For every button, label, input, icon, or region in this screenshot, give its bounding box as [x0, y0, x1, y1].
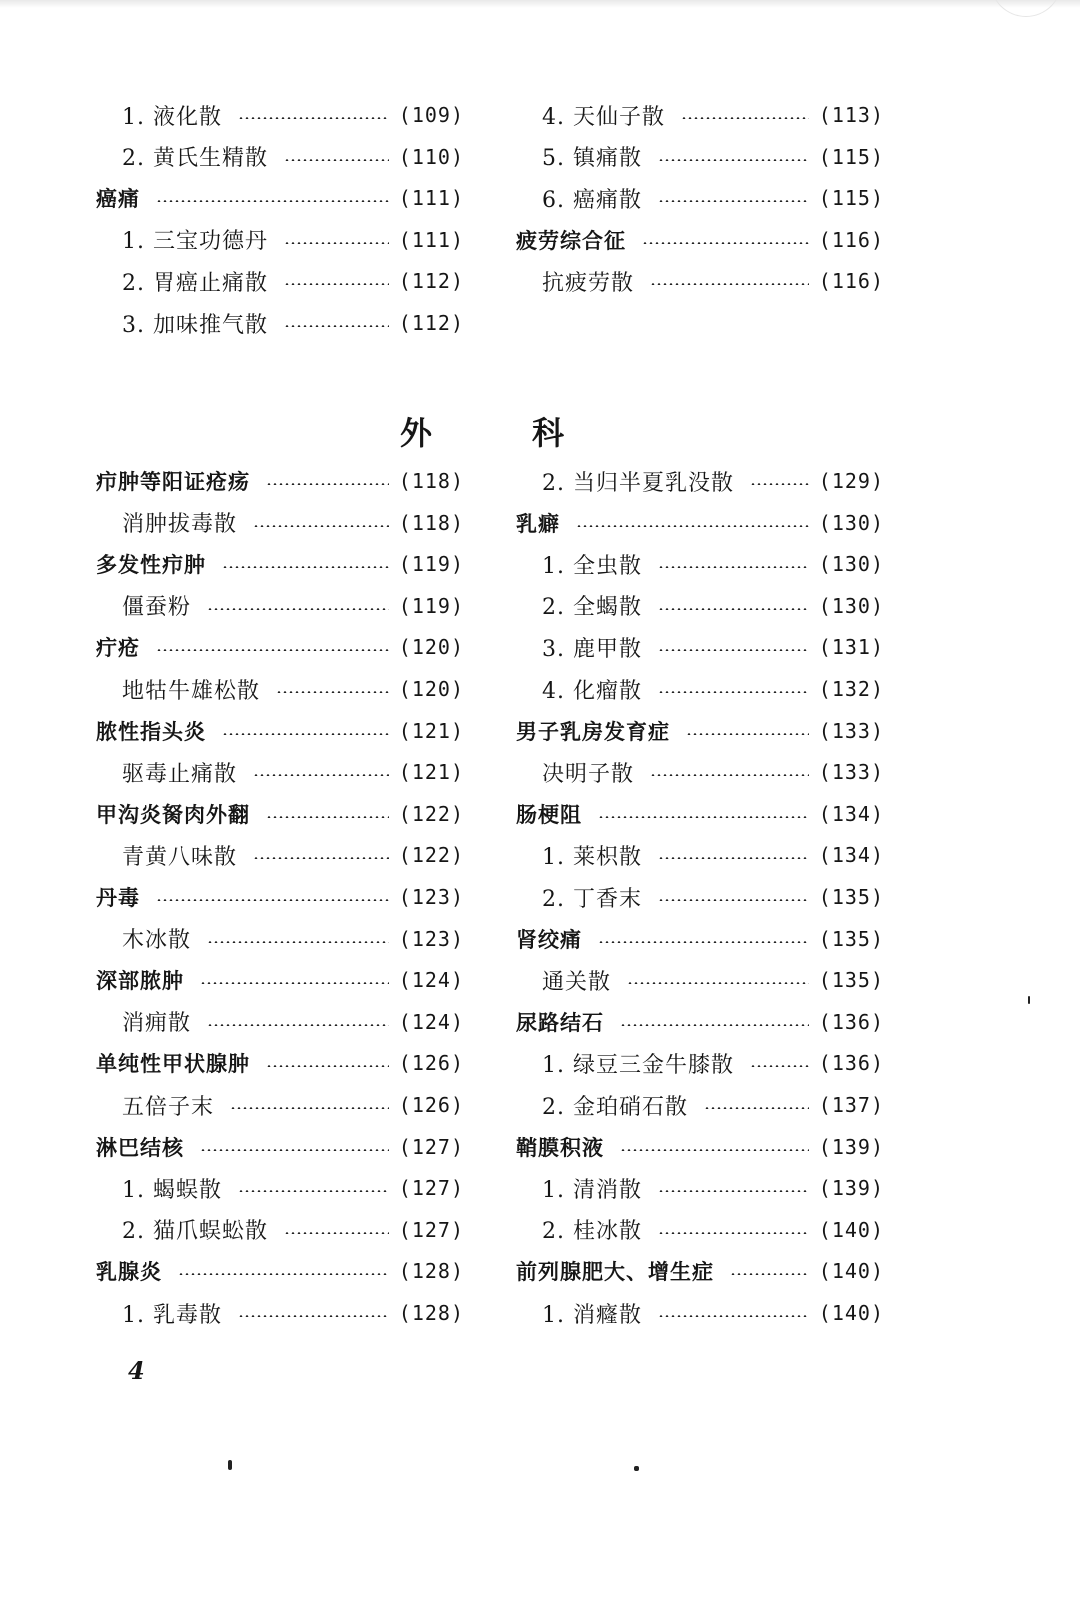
toc-entry-title: 2. 黄氏生精散 [122, 146, 268, 172]
dot-leader [238, 1315, 389, 1317]
dot-leader [238, 1190, 389, 1192]
toc-page-number: (120) [398, 635, 464, 660]
toc-entry-title: 1. 消癃散 [542, 1302, 642, 1328]
toc-entry-title: 2. 全蝎散 [542, 595, 642, 621]
toc-subentry [96, 755, 464, 789]
dot-leader [658, 1232, 809, 1234]
dot-leader [253, 774, 389, 776]
toc-heading-entry [96, 464, 464, 498]
toc-subentry [96, 306, 464, 340]
toc-entry-title: 通关散 [542, 969, 612, 995]
dot-leader [207, 1024, 389, 1026]
scan-speck [228, 1460, 232, 1470]
toc-page-number: (139) [818, 1134, 884, 1159]
toc-page-number: (129) [818, 469, 884, 493]
toc-entry-title: 多发性疖肿 [96, 553, 206, 578]
toc-page-number: (140) [818, 1259, 884, 1284]
toc-entry-title: 前列腺肥大、增生症 [516, 1260, 714, 1285]
toc-page-number: (131) [818, 635, 884, 660]
toc-subentry [96, 223, 464, 257]
toc-subentry [516, 98, 884, 132]
toc-page-number: (109) [398, 103, 464, 127]
toc-entry-title: 决明子散 [542, 761, 635, 787]
toc-heading-entry [96, 181, 464, 215]
toc-page-number: (128) [398, 1259, 464, 1284]
toc-page-number: (124) [398, 1009, 464, 1034]
toc-heading-entry [96, 714, 464, 748]
dot-leader [156, 899, 389, 901]
dot-leader [200, 1149, 389, 1151]
toc-page-number: (120) [398, 677, 464, 701]
toc-heading-entry [96, 547, 464, 581]
dot-leader [156, 200, 389, 202]
toc-subentry [96, 922, 464, 956]
dot-leader [266, 816, 389, 818]
toc-heading-entry [96, 880, 464, 914]
toc-subentry [516, 264, 884, 298]
toc-entry-title: 1. 绿豆三金牛膝散 [542, 1052, 734, 1078]
dot-leader [620, 1024, 809, 1026]
page-number: 4 [128, 1356, 145, 1385]
toc-subentry [96, 1213, 464, 1247]
toc-subentry [96, 838, 464, 872]
dot-leader [253, 525, 389, 527]
toc-entry-title: 2. 猫爪蜈蚣散 [122, 1219, 268, 1245]
toc-subentry [516, 1088, 884, 1122]
toc-entry-title: 2. 金珀硝石散 [542, 1094, 688, 1120]
dot-leader [178, 1273, 389, 1275]
toc-subentry [516, 630, 884, 664]
toc-entry-title: 深部脓肿 [96, 969, 184, 994]
toc-page-number: (137) [818, 1093, 884, 1117]
toc-page-number: (135) [818, 926, 884, 951]
toc-page-number: (133) [818, 718, 884, 743]
dot-leader [750, 1065, 809, 1067]
toc-page-number: (127) [398, 1217, 464, 1242]
toc-page-number: (118) [398, 469, 464, 493]
toc-heading-entry [516, 797, 884, 831]
toc-entry-title: 乳腺炎 [96, 1260, 162, 1285]
toc-heading-entry [516, 714, 884, 748]
toc-entry-title: 僵蚕粉 [122, 595, 192, 621]
dot-leader [266, 1065, 389, 1067]
dot-leader [284, 1232, 389, 1234]
toc-page-number: (133) [818, 760, 884, 785]
toc-page-number: (112) [398, 311, 464, 335]
dot-leader [222, 566, 389, 568]
toc-page-number: (123) [398, 885, 464, 909]
toc-subentry [96, 140, 464, 174]
toc-subentry [516, 1046, 884, 1080]
toc-heading-entry [96, 963, 464, 997]
toc-entry-title: 肠梗阻 [516, 802, 582, 827]
toc-subentry [516, 963, 884, 997]
dot-leader [238, 117, 389, 119]
dot-leader [650, 774, 809, 776]
toc-entry-title: 1. 乳毒散 [122, 1302, 222, 1328]
toc-entry-title: 地牯牛雄松散 [122, 678, 261, 704]
dot-leader [658, 608, 809, 610]
toc-subentry [96, 506, 464, 540]
dot-leader [658, 566, 809, 568]
toc-page-number: (139) [818, 1176, 884, 1201]
toc-entry-title: 男子乳房发育症 [516, 719, 670, 744]
toc-page-number: (130) [818, 510, 884, 535]
toc-page-number: (112) [398, 269, 464, 294]
dot-leader [598, 816, 809, 818]
toc-page-number: (132) [818, 677, 884, 701]
toc-page-number: (116) [818, 269, 884, 294]
toc-page-number: (115) [818, 144, 884, 169]
toc-subentry [96, 672, 464, 706]
toc-subentry [516, 181, 884, 215]
toc-entry-title: 丹毒 [96, 886, 140, 910]
dot-leader [686, 733, 809, 735]
toc-heading-entry [516, 223, 884, 257]
toc-page-number: (136) [818, 1009, 884, 1034]
toc-subentry [516, 140, 884, 174]
toc-entry-title: 青黄八味散 [122, 844, 238, 870]
toc-entry-title: 1. 全虫散 [542, 553, 642, 579]
toc-heading-entry [96, 630, 464, 664]
toc-page-number: (111) [398, 227, 464, 252]
toc-page-number: (118) [398, 510, 464, 535]
toc-entry-title: 疔疮 [96, 636, 140, 661]
toc-page-number: (136) [818, 1051, 884, 1076]
section-title: 外科 [400, 414, 665, 452]
toc-entry-title: 2. 桂冰散 [542, 1219, 642, 1245]
scan-speck [1028, 996, 1030, 1004]
toc-subentry [96, 589, 464, 623]
dot-leader [276, 691, 389, 693]
toc-subentry [96, 98, 464, 132]
toc-entry-title: 2. 丁香末 [542, 886, 642, 912]
toc-entry-title: 1. 蝎蜈散 [122, 1177, 222, 1203]
dot-leader [284, 325, 389, 327]
dot-leader [658, 691, 809, 693]
dot-leader [222, 733, 389, 735]
dot-leader [284, 283, 389, 285]
dot-leader [156, 649, 389, 651]
toc-page-number: (128) [398, 1301, 464, 1325]
toc-page-number: (135) [818, 885, 884, 909]
toc-page-number: (130) [818, 552, 884, 577]
dot-leader [704, 1107, 809, 1109]
toc-heading-entry [516, 506, 884, 540]
dot-leader [650, 283, 809, 285]
dot-leader [620, 1149, 809, 1151]
toc-heading-entry [96, 1046, 464, 1080]
toc-page-number: (110) [398, 144, 464, 169]
toc-entry-title: 尿路结石 [516, 1010, 604, 1035]
toc-page-number: (127) [398, 1176, 464, 1201]
dot-leader [284, 159, 389, 161]
toc-page-number: (123) [398, 926, 464, 951]
toc-entry-title: 1. 清消散 [542, 1177, 642, 1203]
toc-heading-entry [96, 797, 464, 831]
dot-leader [658, 200, 809, 202]
toc-heading-entry [96, 1130, 464, 1164]
dot-leader [658, 857, 809, 859]
toc-subentry [96, 1088, 464, 1122]
dot-leader [750, 483, 809, 485]
toc-subentry [96, 1005, 464, 1039]
toc-entry-title: 肾绞痛 [516, 927, 582, 952]
toc-entry-title: 木冰散 [122, 928, 192, 954]
toc-page-number: (121) [398, 760, 464, 785]
toc-page-number: (119) [398, 593, 464, 618]
toc-entry-title: 甲沟炎胬肉外翻 [96, 802, 250, 827]
page-corner-fold [990, 0, 1062, 17]
toc-page-number: (111) [398, 186, 464, 211]
toc-page-number: (140) [818, 1217, 884, 1242]
toc-entry-title: 淋巴结核 [96, 1135, 184, 1160]
dot-leader [730, 1273, 809, 1275]
toc-page-number: (121) [398, 718, 464, 743]
dot-leader [658, 159, 809, 161]
toc-page-number: (127) [398, 1134, 464, 1159]
toc-subentry [516, 672, 884, 706]
toc-entry-title: 消痈散 [122, 1011, 192, 1037]
toc-entry-title: 疖肿等阳证疮疡 [96, 470, 250, 494]
toc-subentry [96, 1296, 464, 1330]
toc-page-number: (135) [818, 968, 884, 993]
toc-entry-title: 1. 莱枳散 [542, 844, 642, 870]
toc-page-number: (113) [818, 103, 884, 127]
toc-page-number: (126) [398, 1093, 464, 1117]
toc-entry-title: 1. 三宝功德丹 [122, 229, 268, 255]
toc-subentry [516, 1213, 884, 1247]
toc-entry-title: 消肿拔毒散 [122, 512, 238, 538]
toc-entry-title: 驱毒止痛散 [122, 761, 238, 787]
dot-leader [253, 857, 389, 859]
dot-leader [230, 1107, 389, 1109]
toc-page-number: (122) [398, 843, 464, 868]
dot-leader [207, 608, 389, 610]
toc-page-number: (124) [398, 968, 464, 993]
toc-entry-title: 2. 当归半夏乳没散 [542, 470, 734, 496]
toc-subentry [516, 880, 884, 914]
toc-page-number: (140) [818, 1301, 884, 1325]
toc-subentry [516, 589, 884, 623]
toc-entry-title: 2. 胃癌止痛散 [122, 270, 268, 296]
toc-entry-title: 6. 癌痛散 [542, 187, 642, 213]
toc-page-number: (130) [818, 593, 884, 618]
toc-entry-title: 抗疲劳散 [542, 270, 635, 296]
toc-entry-title: 3. 加味推气散 [122, 312, 268, 338]
dot-leader [576, 525, 809, 527]
toc-page-number: (115) [818, 186, 884, 211]
toc-subentry [516, 547, 884, 581]
toc-heading-entry [96, 1254, 464, 1288]
dot-leader [200, 982, 389, 984]
toc-entry-title: 5. 镇痛散 [542, 146, 642, 172]
toc-subentry [516, 838, 884, 872]
dot-leader [642, 242, 809, 244]
dot-leader [284, 242, 389, 244]
toc-subentry [516, 1171, 884, 1205]
toc-heading-entry [516, 1005, 884, 1039]
scan-speck [634, 1466, 639, 1471]
toc-subentry [96, 264, 464, 298]
dot-leader [266, 483, 389, 485]
toc-subentry [96, 1171, 464, 1205]
toc-entry-title: 4. 化瘤散 [542, 678, 642, 704]
toc-heading-entry [516, 1254, 884, 1288]
toc-entry-title: 脓性指头炎 [96, 719, 206, 744]
toc-entry-title: 单纯性甲状腺肿 [96, 1052, 250, 1077]
dot-leader [207, 941, 389, 943]
toc-entry-title: 3. 鹿甲散 [542, 636, 642, 662]
toc-entry-title: 乳癖 [516, 511, 560, 536]
toc-entry-title: 疲劳综合征 [516, 228, 626, 253]
dot-leader [658, 649, 809, 651]
toc-entry-title: 4. 天仙子散 [542, 104, 665, 130]
dot-leader [681, 117, 809, 119]
toc-page-number: (134) [818, 801, 884, 826]
toc-heading-entry [516, 922, 884, 956]
toc-entry-title: 五倍子末 [122, 1094, 215, 1120]
toc-page-number: (126) [398, 1051, 464, 1076]
toc-subentry [516, 755, 884, 789]
toc-page-number: (122) [398, 801, 464, 826]
toc-page-number: (119) [398, 552, 464, 577]
toc-entry-title: 1. 液化散 [122, 104, 222, 130]
toc-heading-entry [516, 1130, 884, 1164]
dot-leader [658, 1315, 809, 1317]
toc-entry-title: 癌痛 [96, 187, 140, 212]
toc-entry-title: 鞘膜积液 [516, 1135, 604, 1160]
toc-page-number: (134) [818, 843, 884, 868]
dot-leader [658, 1190, 809, 1192]
toc-subentry [516, 464, 884, 498]
dot-leader [658, 899, 809, 901]
toc-page-number: (116) [818, 227, 884, 252]
scan-top-edge [0, 0, 1080, 8]
toc-subentry [516, 1296, 884, 1330]
dot-leader [627, 982, 809, 984]
dot-leader [598, 941, 809, 943]
